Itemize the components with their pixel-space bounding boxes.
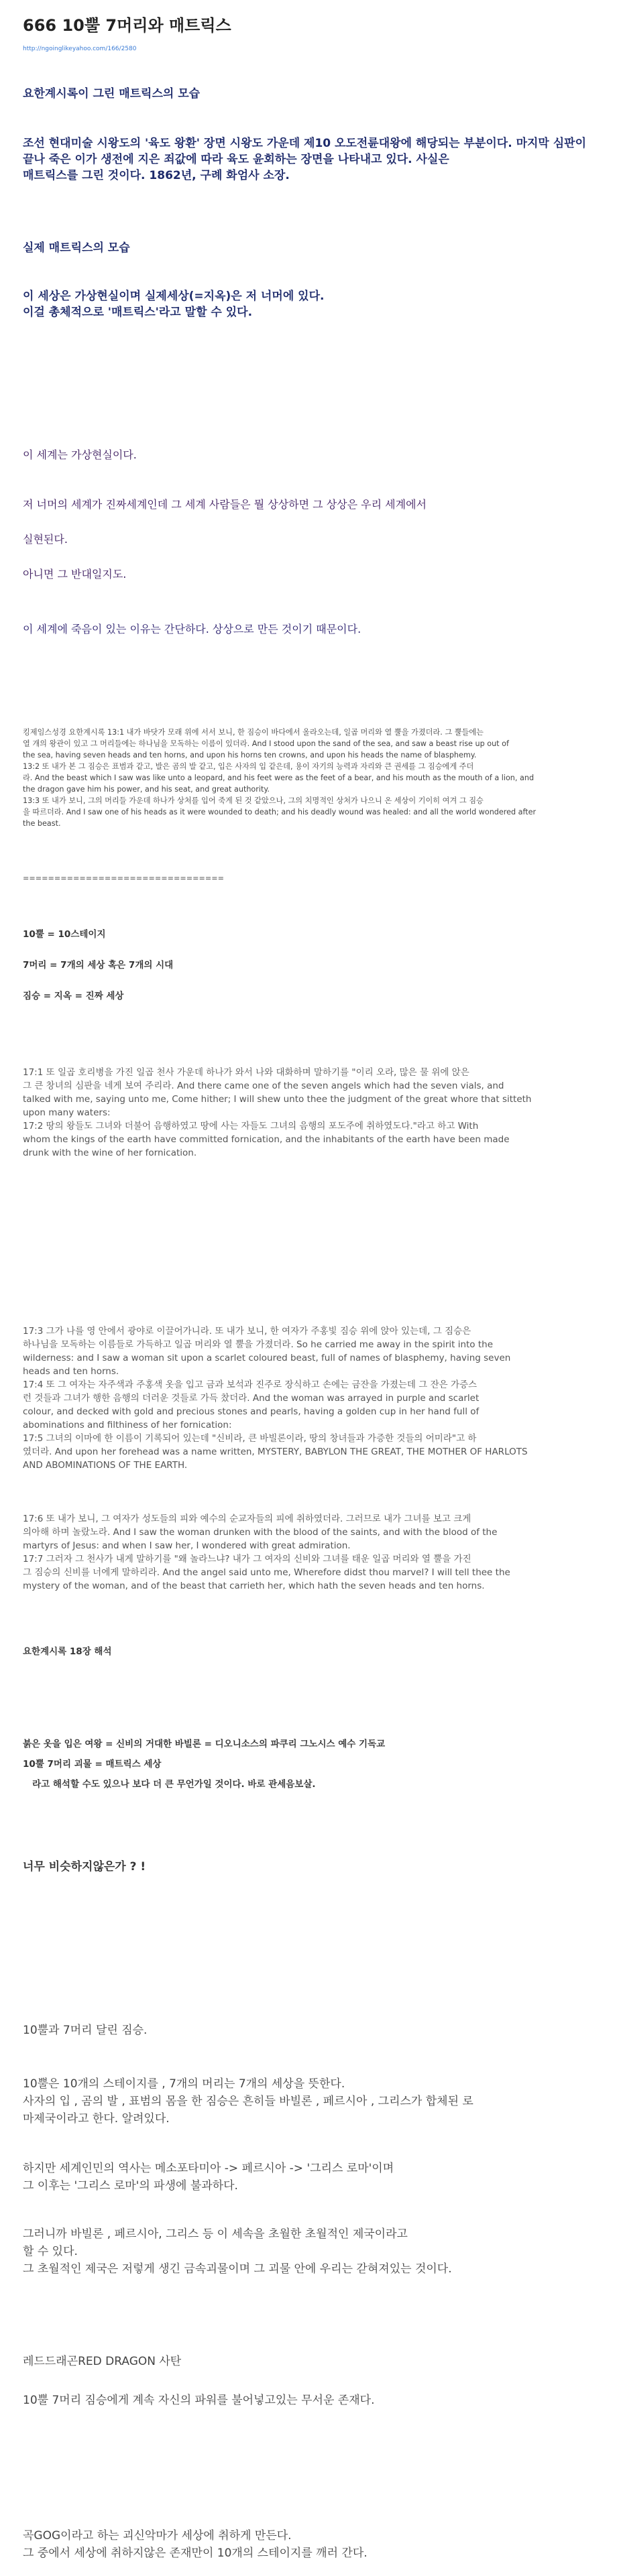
- quote-line: heads and ten horns.: [23, 1366, 119, 1377]
- interpretation-line: 라고 해석할 수도 있으나 보다 더 큰 무언가일 것이다. 바로 관세음보살.: [23, 1779, 316, 1790]
- death-reason-statement: 이 세계에 죽음이 있는 이유는 간단하다. 상상으로 만든 것이기 때문이다.: [23, 623, 361, 635]
- revelation-13-quote: [23, 727, 597, 829]
- final-line: 사자의 입 , 곰의 발 , 표범의 몸을 한 짐승은 흔히들 바빌론 , 페르시아 , 그리스가 합체된 로: [23, 2095, 473, 2108]
- final-line: 할 수 있다.: [23, 2245, 78, 2258]
- quote-line: the beast.: [23, 819, 61, 828]
- quote-line: 열 개의 왕관이 있고 그 머리들에는 하나님을 모독하는 이름이 있더라. And I stood upon the sand of the sea, and saw a beast rise up out of: [23, 739, 509, 748]
- painting-description: [23, 135, 597, 184]
- quote-line: wilderness: and I saw a woman sit upon a scarlet coloured beast, full of names of blasphemy, having seven: [23, 1353, 511, 1363]
- section-heading-revelation-18: 요한계시록 18장 해석: [23, 1646, 112, 1657]
- post-title: 666 10뿔 7머리와 매트릭스: [23, 16, 231, 35]
- quote-line: 17:1 또 일곱 호리병을 가진 일곱 천사 가운데 하나가 와서 나와 대화하며 말하기를 "이리 오라, 많은 물 위에 앉은: [23, 1067, 469, 1078]
- quote-line: 그 짐승의 신비를 너에게 말하리라. And the angel said unto me, Wherefore didst thou marvel? I will tell thee the: [23, 1567, 510, 1578]
- quote-line: 17:3 그가 나를 영 안에서 광야로 이끌어가니라. 또 내가 보니, 한 여자가 주홍빛 짐승 위에 앉아 있는데, 그 짐승은: [23, 1326, 471, 1337]
- painting-description-line: 매트릭스를 그린 것이다. 1862년, 구례 화엄사 소장.: [23, 169, 290, 182]
- similarity-question: 너무 비슷하지않은가 ? !: [23, 1860, 146, 1874]
- final-red-dragon-description: 10뿔 7머리 짐승에게 계속 자신의 파워를 불어넣고있는 무서운 존재다.: [23, 2394, 375, 2407]
- quote-line: 17:4 또 그 여자는 자주색과 주홍색 옷을 입고 금과 보석과 진주로 장식하고 손에는 금잔을 가졌는데 그 잔은 가증스: [23, 1379, 478, 1390]
- quote-line: 17:2 땅의 왕들도 그녀와 더불어 음행하였고 땅에 사는 자들도 그녀의 음행의 포도주에 취하였도다."라고 하고 With: [23, 1121, 479, 1131]
- quote-line: 였더라. And upon her forehead was a name written, MYSTERY, BABYLON THE GREAT, THE MOTHER OF HARLOTS: [23, 1447, 528, 1457]
- quote-line: whom the kings of the earth have committed fornication, and the inhabitants of the earth have been made: [23, 1134, 510, 1145]
- definition-beast: 짐승 = 지옥 = 진짜 세상: [23, 991, 124, 1001]
- final-line: 그 초월적인 제국은 저렇게 생긴 금속괴물이며 그 괴물 안에 우리는 갇혀져있는 것이다.: [23, 2262, 452, 2276]
- quote-line: drunk with the wine of her fornication.: [23, 1148, 197, 1158]
- quote-line: talked with me, saying unto me, Come hither; I will shew unto thee the judgment of the great whore that sitteth: [23, 1094, 532, 1105]
- quote-line: 하나님을 모독하는 이름들로 가득하고 일곱 머리와 열 뿔을 가졌더라. So he carried me away in the spirit into the: [23, 1339, 494, 1350]
- final-line: 곡GOG이라고 하는 괴신악마가 세상에 취하게 만든다.: [23, 2529, 292, 2542]
- final-line: 그러니까 바빌론 , 페르시아, 그리스 등 이 세속을 초월한 초월적인 제국이라고: [23, 2227, 408, 2241]
- other-world-statement-cont: 실현된다.: [23, 533, 68, 546]
- quote-line: mystery of the woman, and of the beast that carrieth her, which hath the seven heads and ten horns.: [23, 1581, 485, 1591]
- section-heading-real-matrix: 실제 매트릭스의 모습: [23, 241, 130, 255]
- final-line: 그 중에서 세상에 취하지않은 존재만이 10개의 스테이지를 깨러 간다.: [23, 2547, 368, 2560]
- quote-line: the dragon gave him his power, and his seat, and great authority.: [23, 785, 270, 794]
- quote-line: 라. And the beast which I saw was like unto a leopard, and his feet were as the feet of a bear, and his mouth as the mouth of a lion, and: [23, 774, 535, 782]
- quote-line: colour, and decked with gold and precious stones and pearls, having a golden cup in her hand full of: [23, 1406, 480, 1417]
- final-history-explanation: [23, 2160, 597, 2195]
- quote-line: AND ABOMINATIONS OF THE EARTH.: [23, 1460, 188, 1471]
- quote-line: 17:5 그녀의 이마에 한 이름이 기록되어 있는데 "신비라, 큰 바빌론이라, 땅의 창녀들과 가증한 것들의 어미라"고 하: [23, 1433, 477, 1444]
- definition-ten-horns: 10뿔 = 10스테이지: [23, 929, 106, 940]
- quote-line: 을 따르더라. And I saw one of his heads as it were wounded to death; and his deadly wound was healed: and all the world wondered after: [23, 808, 537, 816]
- final-red-dragon: 레드드래곤RED DRAGON 사탄: [23, 2355, 182, 2368]
- virtual-reality-statement: 이 세계는 가상현실이다.: [23, 448, 137, 461]
- interpretation-matrix: 10뿔 7머리 괴물 = 매트릭스 세상: [23, 1759, 162, 1770]
- final-line: 하지만 세계인민의 역사는 메소포타미아 -> 페르시아 -> '그리스 로마'이며: [23, 2162, 394, 2175]
- final-empire-explanation: [23, 2225, 597, 2278]
- final-line: 그 이후는 '그리스 로마'의 파생에 불과하다.: [23, 2179, 238, 2193]
- revelation-17-quote-c: [23, 1512, 597, 1593]
- final-line: 10뿔은 10개의 스테이지를 , 7개의 머리는 7개의 세상을 뜻한다.: [23, 2077, 345, 2091]
- divider-line: ================================: [23, 874, 224, 883]
- quote-line: 그 큰 창녀의 심판을 네게 보여 주리라. And there came one of the seven angels which had the seven vials, and: [23, 1081, 504, 1091]
- quote-line: 17:6 또 내가 보니, 그 여자가 성도들의 피와 예수의 순교자들의 피에 취하였더라. 그러므로 내가 그녀를 보고 크게: [23, 1514, 471, 1524]
- quote-line: upon many waters:: [23, 1107, 111, 1118]
- post-url-link[interactable]: http://ngoinglikeyahoo.com/166/2580: [23, 46, 137, 52]
- definition-seven-heads: 7머리 = 7개의 세상 혹은 7개의 시대: [23, 960, 174, 971]
- revelation-17-quote-a: [23, 1066, 597, 1160]
- quote-line: 의아해 하며 놀랐노라. And I saw the woman drunken with the blood of the saints, and with the blood of the: [23, 1527, 498, 1538]
- quote-line: martyrs of Jesus: and when I saw her, I wondered with great admiration.: [23, 1540, 351, 1551]
- revelation-17-quote-b: [23, 1325, 597, 1472]
- or-opposite-statement: 아니면 그 반대일지도.: [23, 568, 127, 580]
- final-stage-explanation: [23, 2075, 597, 2128]
- interpretation-line: 붉은 옷을 입은 여왕 = 신비의 거대한 바빌론 = 디오니소스의 파쿠리 그노시스 예수 기독교: [23, 1739, 386, 1750]
- quote-line: 런 것들과 그녀가 행한 음행의 더러운 것들로 가득 찼더라. And the woman was arrayed in purple and scarlet: [23, 1393, 480, 1404]
- real-matrix-line: 이 세상은 가상현실이며 실제세상(=지옥)은 저 너머에 있다.: [23, 290, 325, 303]
- section-heading-matrix-depiction: 요한계시록이 그린 매트릭스의 모습: [23, 87, 201, 101]
- real-matrix-description: [23, 288, 597, 320]
- quote-line: the sea, having seven heads and ten horns, and upon his horns ten crowns, and upon his heads the name of blasphemy.: [23, 751, 477, 759]
- quote-line: 17:7 그러자 그 천사가 내게 말하기를 "왜 놀라느냐? 내가 그 여자의 신비와 그녀를 태운 일곱 머리와 열 뿔을 가진: [23, 1554, 471, 1565]
- final-gog-description: [23, 2527, 597, 2562]
- final-line: 마제국이라고 한다. 알려있다.: [23, 2112, 170, 2126]
- painting-description-line: 조선 현대미술 시왕도의 '육도 왕환' 장면 시왕도 가운데 제10 오도전륜대왕에 해당되는 부분이다. 마지막 심판이 끝나 죽은 이가 생전에 지은 죄값에 따라 육도 윤회하는 장면을 나타내고 있다. 사실은: [23, 137, 587, 166]
- other-world-statement: 저 너머의 세계가 진짜세계인데 그 세계 사람들은 뭘 상상하면 그 상상은 우리 세계에서: [23, 498, 427, 511]
- quote-line: 킹제임스성경 요한계시록 13:1 내가 바닷가 모래 위에 서서 보니, 한 짐승이 바다에서 올라오는데, 일곱 머리와 열 뿔을 가졌더라. 그 뿔들에는: [23, 728, 484, 737]
- quote-line: 13:2 또 내가 본 그 짐승은 표범과 같고, 발은 곰의 발 같고, 입은 사자의 입 같은데, 용이 자기의 능력과 자리와 큰 권세를 그 짐승에게 주더: [23, 762, 474, 771]
- final-beast-title: 10뿔과 7머리 달린 짐승.: [23, 2024, 148, 2037]
- quote-line: abominations and filthiness of her fornication:: [23, 1420, 232, 1430]
- quote-line: 13:3 또 내가 보니, 그의 머리들 가운데 하나가 상처를 입어 죽게 된 것 같았으나, 그의 치명적인 상처가 나으니 온 세상이 기이히 여겨 그 짐승: [23, 796, 484, 805]
- real-matrix-line: 이걸 총체적으로 '매트릭스'라고 말할 수 있다.: [23, 306, 253, 319]
